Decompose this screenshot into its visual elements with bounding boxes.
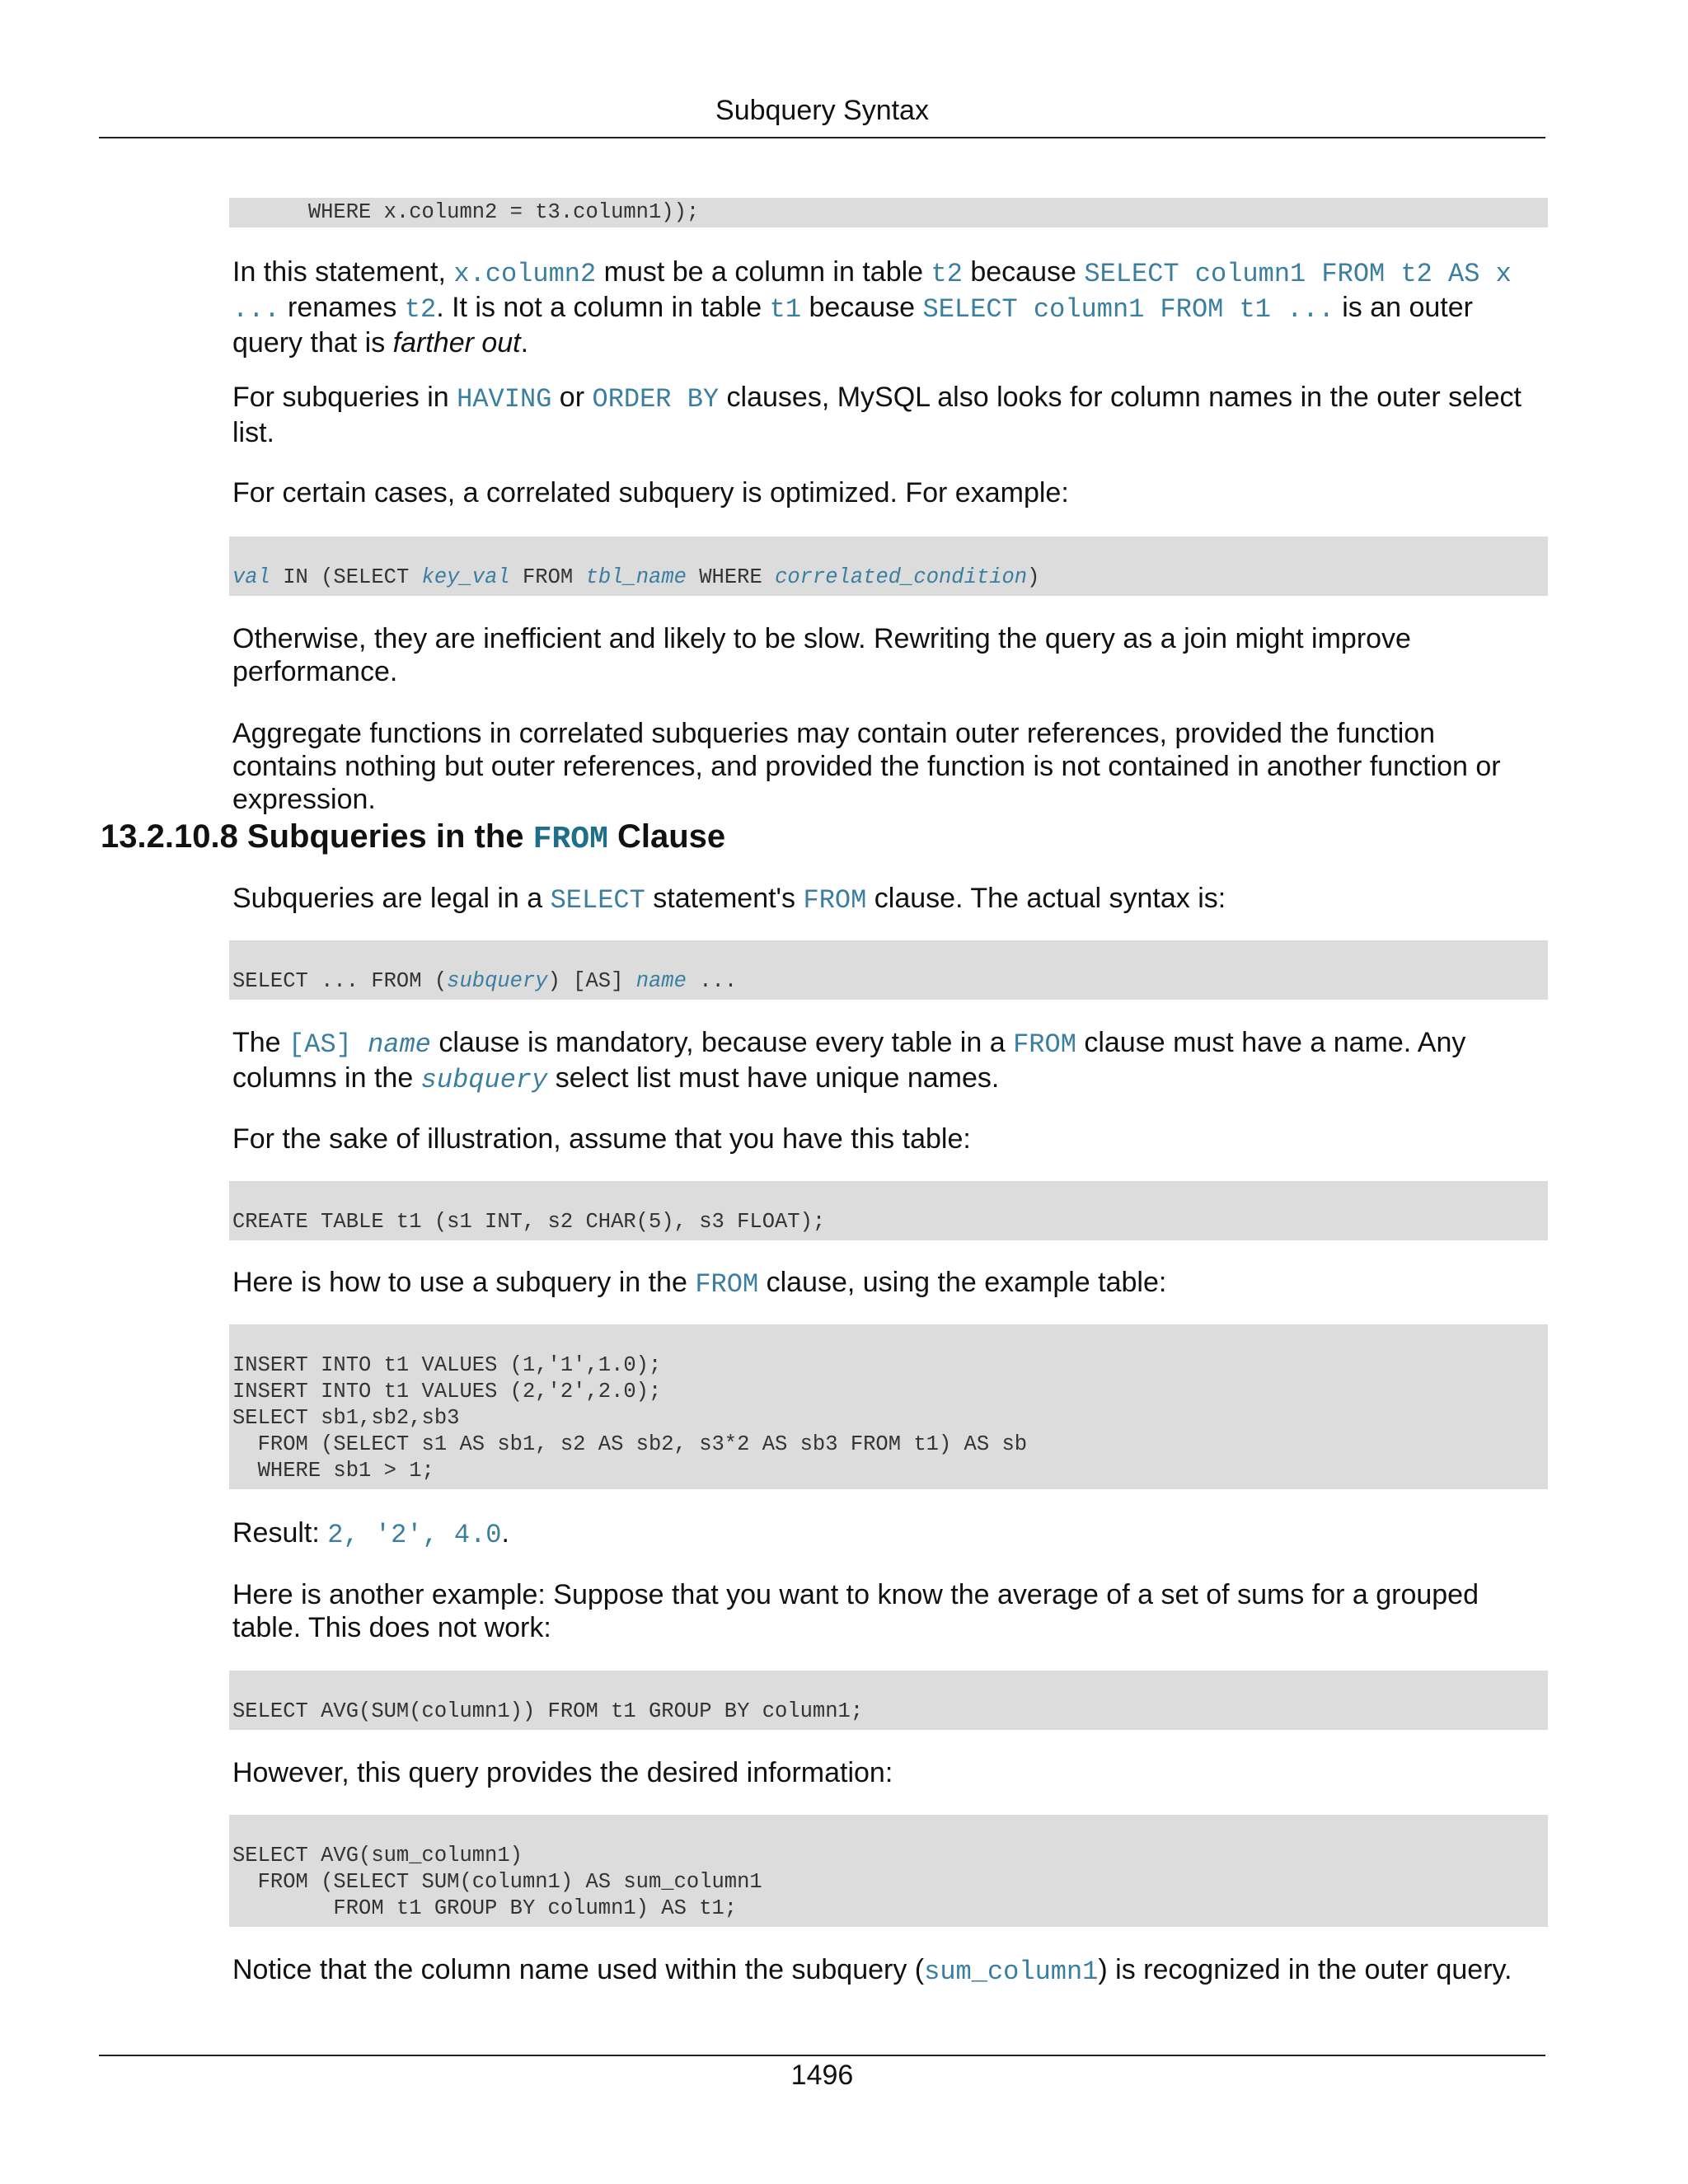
text-run: renames xyxy=(279,292,405,323)
paragraph-5: Aggregate functions in correlated subqueries may contain outer references, provided the function contains nothing but outer references, and provided the function is not contained in another function or expression. xyxy=(232,718,1501,815)
code-block-4: CREATE TABLE t1 (s1 INT, s2 CHAR(5), s3 FLOAT); xyxy=(229,1181,1548,1240)
code-variable: subquery xyxy=(447,969,548,993)
text-run: ) is recognized in the outer query. xyxy=(1098,1954,1512,1985)
code-run: FROM xyxy=(509,565,586,589)
footer-divider xyxy=(99,2055,1545,2056)
text-run: clause. The actual syntax is: xyxy=(866,883,1226,914)
text-run: is an outer query that is xyxy=(232,292,1473,359)
code-link[interactable]: name xyxy=(368,1029,431,1060)
page-number: 1496 xyxy=(790,2060,854,2091)
code-link[interactable]: t1 xyxy=(769,294,802,325)
heading-text: Clause xyxy=(607,818,726,855)
code-variable: name xyxy=(635,969,687,993)
code-link[interactable]: HAVING xyxy=(457,384,552,415)
code-block-6: SELECT AVG(SUM(column1)) FROM t1 GROUP BY column1; xyxy=(229,1671,1548,1730)
code-run: WHERE xyxy=(686,565,776,589)
text-run: For subqueries in xyxy=(232,382,457,413)
code-link[interactable]: SELECT xyxy=(550,885,645,916)
code-link[interactable]: sum_column1 xyxy=(924,1957,1099,1987)
text-run: The xyxy=(232,1027,289,1058)
paragraph-10 xyxy=(232,1516,1547,1552)
code-link[interactable]: ORDER BY xyxy=(592,384,720,415)
code-link[interactable]: SELECT column1 FROM t1 ... xyxy=(922,294,1334,325)
text-run: Subqueries are legal in a xyxy=(232,883,551,914)
text-run: because xyxy=(962,256,1085,288)
text-run: . xyxy=(520,327,529,359)
paragraph-9 xyxy=(232,1266,1547,1301)
paragraph-6 xyxy=(232,882,1547,917)
code-run: SELECT ... FROM ( xyxy=(232,969,448,993)
text-run: Notice that the column name used within the subquery ( xyxy=(232,1954,925,1985)
text-run: clause is mandatory, because every table in a xyxy=(430,1027,1014,1058)
paragraph-11: Here is another example: Suppose that you want to know the average of a set of sums for a grouped table. This does not work: xyxy=(232,1579,1479,1643)
paragraph-2 xyxy=(232,381,1547,449)
code-link[interactable]: 2, '2', 4.0 xyxy=(327,1520,502,1550)
paragraph-3: For certain cases, a correlated subquery is optimized. For example: xyxy=(232,477,1069,509)
text-run: clause must have a name. Any columns in the xyxy=(232,1027,1466,1094)
code-run: IN (SELECT xyxy=(270,565,422,589)
section-heading xyxy=(101,816,725,860)
code-variable: tbl_name xyxy=(585,565,687,589)
paragraph-8: For the sake of illustration, assume that you have this table: xyxy=(232,1123,971,1155)
text-run: clause, using the example table: xyxy=(758,1267,1167,1298)
text-run: select list must have unique names. xyxy=(547,1062,1000,1094)
text-run: must be a column in table xyxy=(596,256,931,288)
code-block-3 xyxy=(229,940,1548,1000)
paragraph-12: However, this query provides the desired information: xyxy=(232,1757,893,1788)
paragraph-13 xyxy=(232,1953,1547,1989)
code-link[interactable]: subquery xyxy=(420,1065,548,1095)
code-run: ) [AS] xyxy=(547,969,636,993)
paragraph-7 xyxy=(232,1026,1547,1097)
paragraph-1 xyxy=(232,255,1547,359)
text-run: or xyxy=(551,382,593,413)
text-run: statement's xyxy=(645,883,804,914)
code-run: ... xyxy=(686,969,738,993)
text-run: clauses, MySQL also looks for column names in the outer select list. xyxy=(232,382,1522,448)
code-link[interactable]: FROM xyxy=(1013,1029,1076,1060)
paragraph-4: Otherwise, they are inefficient and likely to be slow. Rewriting the query as a join might improve performance. xyxy=(232,623,1411,687)
code-link[interactable]: FROM xyxy=(803,885,867,916)
code-variable: correlated_condition xyxy=(775,565,1028,589)
code-run: ) xyxy=(1027,565,1040,589)
text-run: Here is how to use a subquery in the xyxy=(232,1267,696,1298)
text-run: Result: xyxy=(232,1517,328,1549)
code-block-2 xyxy=(229,537,1548,596)
emphasis: farther out xyxy=(392,327,521,359)
text-run: because xyxy=(801,292,923,323)
heading-code: FROM xyxy=(532,822,608,857)
page-header: Subquery Syntax xyxy=(715,95,929,126)
code-block-5: INSERT INTO t1 VALUES (1,'1',1.0); INSERT INTO t1 VALUES (2,'2',2.0); SELECT sb1,sb2,sb3 FROM (SELECT s1 AS sb1, s2 AS sb2, s3*2 AS sb3 FROM t1) AS sb WHERE sb1 > 1; xyxy=(229,1324,1548,1489)
text-run: . xyxy=(501,1517,509,1549)
code-variable: key_val xyxy=(421,565,510,589)
code-link[interactable]: x.column2 xyxy=(453,259,597,289)
code-block-1: WHERE x.column2 = t3.column1)); xyxy=(229,198,1548,227)
code-block-7: SELECT AVG(sum_column1) FROM (SELECT SUM(column1) AS sum_column1 FROM t1 GROUP BY column1) AS t1; xyxy=(229,1815,1548,1927)
text-run: In this statement, xyxy=(232,256,454,288)
code-link[interactable]: FROM xyxy=(695,1269,759,1300)
code-link[interactable]: [AS] xyxy=(288,1029,368,1060)
code-variable: val xyxy=(232,565,270,589)
code-link[interactable]: SELECT column1 FROM t2 AS x ... xyxy=(232,259,1512,325)
code-link[interactable]: t2 xyxy=(931,259,963,289)
heading-text: 13.2.10.8 Subqueries in the xyxy=(101,818,533,855)
text-run: . It is not a column in table xyxy=(436,292,770,323)
code-link[interactable]: t2 xyxy=(404,294,437,325)
header-divider xyxy=(99,137,1545,138)
